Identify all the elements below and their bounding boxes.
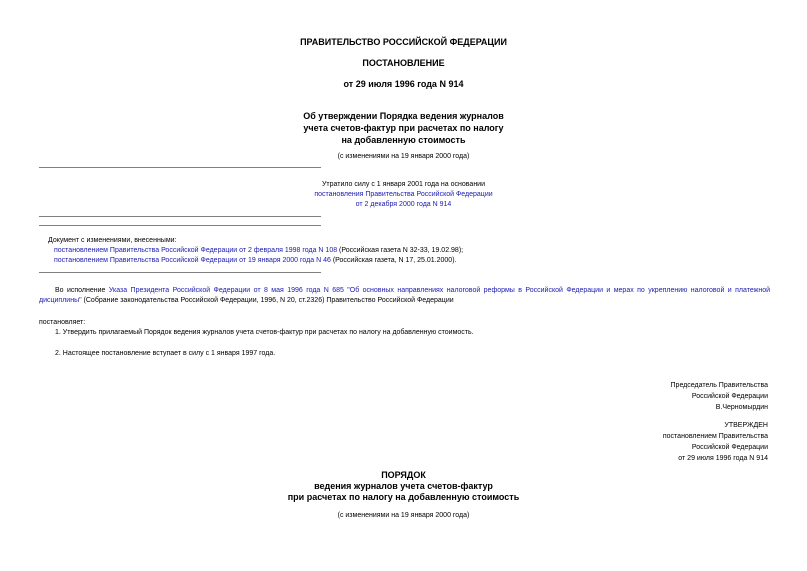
preamble-end: (Собрание законодательства Российской Федерации, 1996, N 20, ст.2326) Правительство Российской Федерации <box>81 297 454 304</box>
divider <box>39 167 321 168</box>
decree-link[interactable]: Указа Президента Российской Федерации от 8 мая 1996 года N 685 "Об основных направлениях налоговой реформы в Российской Федерации и мерах по укреплению налоговой и платежной дисциплины" <box>39 287 771 304</box>
amendment-item <box>48 256 768 266</box>
title-line-2: учета счетов-фактур при расчетах по налогу <box>303 123 504 133</box>
order-title-1: ПОРЯДОК <box>381 470 426 480</box>
amendment-source-1: (Российская газета N 32-33, 19.02.98); <box>337 247 464 254</box>
amendment-link-1[interactable]: постановлением Правительства Российской Федерации от 2 февраля 1998 года N 108 <box>54 247 338 254</box>
approved-date: от 29 июля 1996 года N 914 <box>678 455 768 462</box>
signature-name: В.Черномырдин <box>715 404 768 411</box>
expired-line: Утратило силу с 1 января 2001 года на основании <box>321 181 486 188</box>
amendment-link-2[interactable]: постановлением Правительства Российской Федерации от 19 января 2000 года N 46 <box>54 257 331 264</box>
document-type: ПОСТАНОВЛЕНИЕ <box>362 58 445 68</box>
approved-label: УТВЕРЖДЕН <box>724 422 768 429</box>
order-changes-note: (с изменениями на 19 января 2000 года) <box>337 512 470 519</box>
amendments-block <box>48 236 768 266</box>
signature-block <box>671 380 768 413</box>
signature-position: Председатель Правительства <box>670 382 768 389</box>
document-date: от 29 июля 1996 года N 914 <box>343 79 464 89</box>
amendments-intro: Документ с изменениями, внесенными: <box>48 237 177 244</box>
expired-note <box>0 180 807 210</box>
changes-note: (с изменениями на 19 января 2000 года) <box>337 153 470 160</box>
item-2: 2. Настоящее постановление вступает в силу с 1 января 1997 года. <box>55 350 276 357</box>
title-line-1: Об утверждении Порядка ведения журналов <box>303 111 504 121</box>
expired-link-2[interactable]: от 2 декабря 2000 года N 914 <box>355 201 452 208</box>
divider <box>39 272 321 273</box>
title-line-3: на добавленную стоимость <box>341 135 466 145</box>
amendment-item <box>48 246 768 256</box>
amendment-source-2: (Российская газета, N 17, 25.01.2000). <box>330 257 457 264</box>
approved-country: Российской Федерации <box>691 444 768 451</box>
divider <box>39 225 321 226</box>
preamble-paragraph <box>39 286 770 306</box>
order-title-2: ведения журналов учета счетов-фактур <box>314 481 493 491</box>
decrees-label: постановляет: <box>39 319 86 326</box>
item-1: 1. Утвердить прилагаемый Порядок ведения журналов учета счетов-фактур при расчетах по налогу на добавленную стоимость. <box>55 329 474 336</box>
preamble-start: Во исполнение <box>55 287 109 294</box>
approved-block <box>663 420 768 464</box>
government-heading: ПРАВИТЕЛЬСТВО РОССИЙСКОЙ ФЕДЕРАЦИИ <box>300 37 507 47</box>
order-title <box>0 470 807 503</box>
approved-by: постановлением Правительства <box>662 433 768 440</box>
document-title <box>0 110 807 146</box>
order-title-3: при расчетах по налогу на добавленную стоимость <box>287 492 520 502</box>
expired-link-1[interactable]: постановления Правительства Российской Федерации <box>314 191 493 198</box>
divider <box>39 216 321 217</box>
signature-country: Российской Федерации <box>691 393 768 400</box>
